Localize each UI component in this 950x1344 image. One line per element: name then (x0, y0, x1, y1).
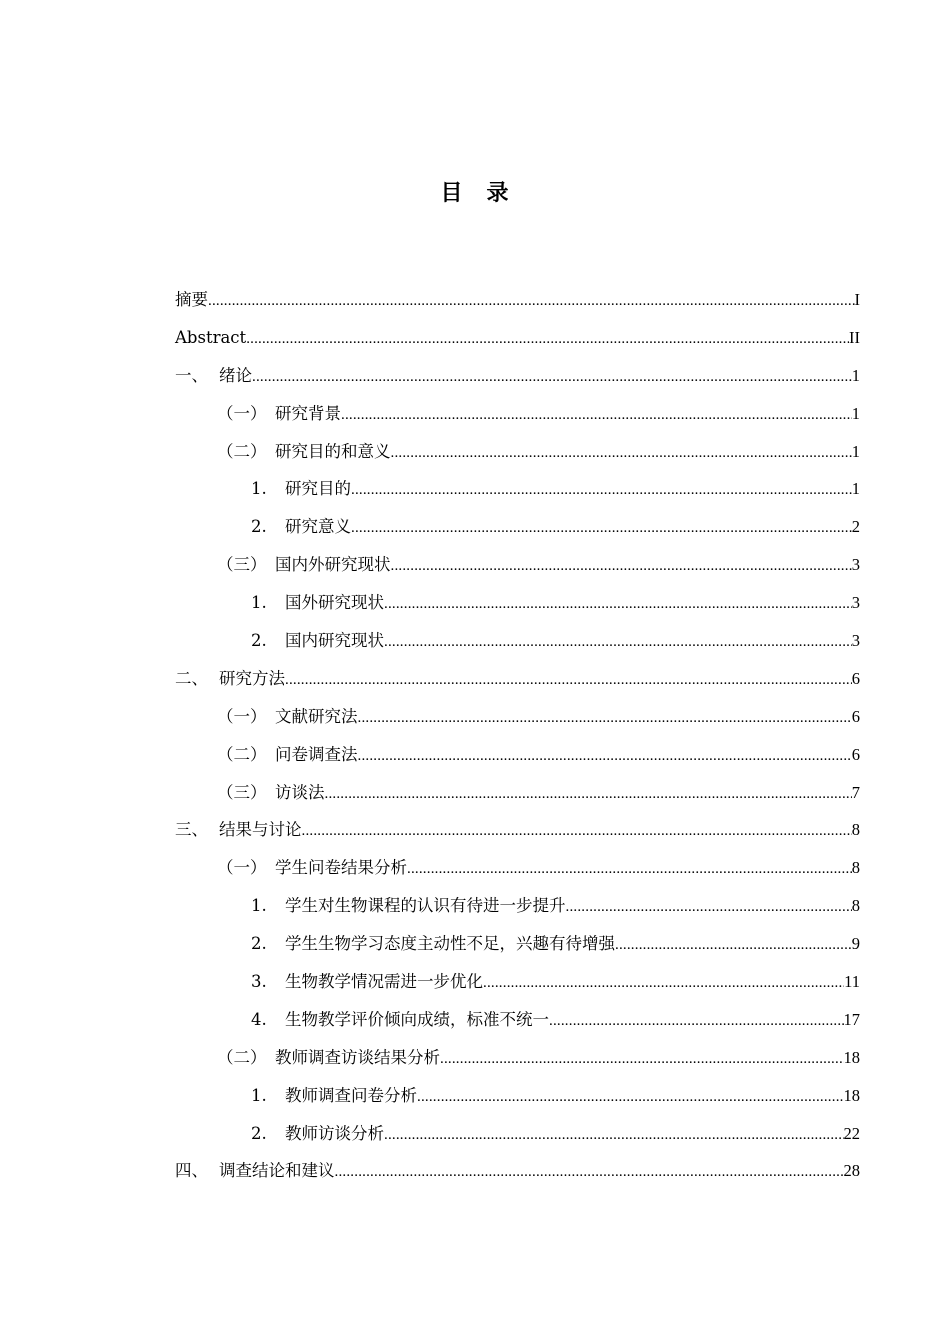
table-of-contents (175, 281, 860, 1190)
toc-entry-label: 生物教学评价倾向成绩，标准不统一 (285, 1009, 549, 1029)
toc-entry-label: 问卷调查法 (275, 744, 358, 764)
toc-entry[interactable] (175, 357, 860, 395)
toc-entry-number: 1. (251, 479, 267, 499)
toc-dot-leader (549, 1003, 844, 1041)
toc-dot-leader (246, 321, 849, 359)
toc-dot-leader (325, 776, 852, 814)
toc-entry-label: 结果与讨论 (219, 820, 302, 840)
toc-entry-number: （一） (217, 403, 267, 423)
toc-entry-number: 2. (251, 934, 267, 954)
toc-entry-page-number: 2 (851, 517, 860, 537)
toc-entry-page-number: 9 (851, 934, 860, 954)
toc-entry-page-number: 6 (851, 744, 860, 764)
toc-entry-label: 国内研究现状 (285, 631, 384, 651)
toc-entry[interactable] (175, 546, 860, 584)
toc-entry-page-number: 17 (843, 1009, 860, 1029)
toc-entry-page-number: 8 (851, 896, 860, 916)
toc-entry-number: （二） (217, 744, 267, 764)
toc-entry-page-number: 7 (851, 782, 860, 802)
toc-entry-label: 绪论 (219, 365, 252, 385)
toc-entry-number: （一） (217, 706, 267, 726)
toc-dot-leader (302, 813, 852, 851)
toc-entry-label: 文献研究法 (275, 706, 358, 726)
toc-entry[interactable] (175, 508, 860, 546)
toc-entry-label: Abstract (175, 327, 247, 347)
toc-dot-leader (358, 738, 852, 776)
toc-dot-leader (384, 624, 852, 662)
toc-entry-number: 二、 (175, 668, 208, 688)
toc-entry[interactable] (175, 660, 860, 698)
toc-title: 目 录 (440, 181, 510, 206)
toc-entry[interactable] (175, 281, 860, 319)
toc-entry-page-number: 11 (844, 972, 860, 992)
toc-dot-leader (252, 359, 852, 397)
toc-entry-label: 生物教学情况需进一步优化 (285, 972, 483, 992)
toc-dot-leader (384, 1117, 844, 1155)
toc-entry-page-number: 3 (851, 593, 860, 613)
toc-entry-label: 研究背景 (275, 403, 341, 423)
toc-entry[interactable] (175, 849, 860, 887)
toc-entry-page-number: 1 (851, 479, 860, 499)
toc-entry-number: 1. (251, 1085, 267, 1105)
toc-dot-leader (391, 435, 852, 473)
toc-dot-leader (285, 662, 852, 700)
toc-entry-number: （三） (217, 782, 267, 802)
toc-entry-label: 学生问卷结果分析 (275, 858, 407, 878)
toc-entry[interactable] (175, 1001, 860, 1039)
toc-dot-leader (417, 1079, 844, 1117)
toc-dot-leader (440, 1041, 844, 1079)
toc-dot-leader (391, 548, 852, 586)
toc-entry-page-number: 1 (851, 403, 860, 423)
toc-dot-leader (358, 700, 852, 738)
toc-entry-page-number: 28 (843, 1161, 860, 1181)
toc-entry-number: （二） (217, 441, 267, 461)
toc-entry[interactable] (175, 1152, 860, 1190)
toc-entry-page-number: 18 (843, 1085, 860, 1105)
toc-entry[interactable] (175, 1115, 860, 1153)
toc-dot-leader (615, 927, 852, 965)
toc-entry-page-number: II (849, 327, 860, 347)
toc-entry-label: 教师访谈分析 (285, 1123, 384, 1143)
toc-entry-page-number: 18 (843, 1047, 860, 1067)
toc-entry-page-number: 6 (851, 668, 860, 688)
toc-dot-leader (351, 510, 852, 548)
toc-entry-page-number: 1 (851, 365, 860, 385)
toc-entry-label: 研究目的 (285, 479, 351, 499)
toc-entry-number: 1. (251, 593, 267, 613)
toc-entry-page-number: 1 (851, 441, 860, 461)
toc-entry-label: 摘要 (175, 290, 208, 309)
toc-entry-number: 一、 (175, 365, 208, 385)
toc-entry-number: 1. (251, 896, 267, 916)
toc-entry-number: 4. (251, 1009, 267, 1029)
toc-entry-number: 2. (251, 517, 267, 537)
toc-dot-leader (351, 472, 852, 510)
toc-entry[interactable] (175, 395, 860, 433)
toc-entry-label: 研究意义 (285, 517, 351, 537)
toc-entry-number: 四、 (175, 1161, 208, 1181)
toc-entry[interactable] (175, 736, 860, 774)
toc-dot-leader (483, 965, 844, 1003)
toc-entry-number: 2. (251, 1123, 267, 1143)
toc-entry[interactable] (175, 470, 860, 508)
toc-entry-label: 研究方法 (219, 668, 285, 688)
toc-entry-page-number: 8 (851, 858, 860, 878)
toc-entry[interactable] (175, 925, 860, 963)
toc-dot-leader (407, 851, 852, 889)
toc-entry-number: （二） (217, 1047, 267, 1067)
toc-entry-number: 2. (251, 631, 267, 651)
toc-dot-leader (335, 1154, 844, 1192)
toc-entry[interactable] (175, 319, 860, 357)
toc-entry[interactable] (175, 811, 860, 849)
toc-entry-page-number: I (854, 290, 860, 309)
toc-entry-label: 研究目的和意义 (275, 441, 391, 461)
toc-entry-label: 访谈法 (275, 782, 325, 802)
toc-entry[interactable] (175, 774, 860, 812)
toc-entry-page-number: 6 (851, 706, 860, 726)
toc-entry-number: 三、 (175, 820, 208, 840)
toc-entry-label: 学生对生物课程的认识有待进一步提升 (285, 896, 566, 916)
toc-dot-leader (208, 283, 855, 321)
toc-entry[interactable] (175, 584, 860, 622)
toc-entry-number: （三） (217, 555, 267, 575)
toc-entry[interactable] (175, 963, 860, 1001)
toc-entry-label: 调查结论和建议 (219, 1161, 335, 1181)
toc-entry-number: （一） (217, 858, 267, 878)
toc-entry-page-number: 3 (851, 631, 860, 651)
toc-entry-label: 教师调查访谈结果分析 (275, 1047, 440, 1067)
toc-entry-number: 3. (251, 972, 267, 992)
toc-entry-label: 教师调查问卷分析 (285, 1085, 417, 1105)
toc-entry-label: 学生生物学习态度主动性不足，兴趣有待增强 (285, 934, 615, 954)
toc-dot-leader (566, 889, 852, 927)
toc-entry-page-number: 3 (851, 555, 860, 575)
toc-dot-leader (384, 586, 852, 624)
toc-entry-page-number: 8 (851, 820, 860, 840)
toc-entry[interactable] (175, 1039, 860, 1077)
toc-entry[interactable] (175, 1077, 860, 1115)
toc-entry-page-number: 22 (843, 1123, 860, 1143)
toc-entry-label: 国内外研究现状 (275, 555, 391, 575)
toc-entry-label: 国外研究现状 (285, 593, 384, 613)
toc-dot-leader (341, 397, 852, 435)
toc-entry[interactable] (175, 433, 860, 471)
toc-entry[interactable] (175, 622, 860, 660)
toc-entry[interactable] (175, 887, 860, 925)
toc-entry[interactable] (175, 698, 860, 736)
